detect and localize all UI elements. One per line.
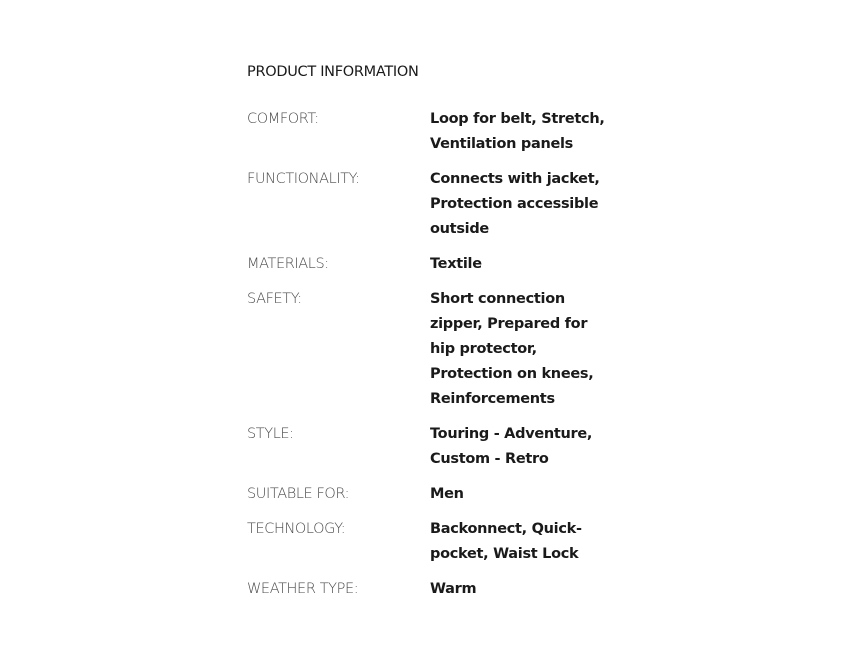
spec-value: Men [430,486,464,502]
spec-label: WEATHER TYPE: [247,581,359,597]
spec-value: Textile [430,256,482,272]
spec-value: Backonnect, Quick-pocket, Waist Lock [430,521,582,562]
spec-label: STYLE: [247,426,294,442]
spec-row-comfort [247,107,627,157]
spec-label: COMFORT: [247,111,319,127]
spec-value: Warm [430,581,477,597]
spec-label: MATERIALS: [247,256,329,272]
spec-row-functionality [247,167,627,242]
spec-value: Connects with jacket, Protection accessible outside [430,171,600,237]
spec-row-suitable-for [247,482,627,507]
spec-row-safety [247,287,627,412]
spec-value: Loop for belt, Stretch, Ventilation panels [430,111,605,152]
spec-label: SUITABLE FOR: [247,486,350,502]
spec-label: FUNCTIONALITY: [247,171,360,187]
spec-row-technology [247,517,627,567]
spec-row-style [247,422,627,472]
section-heading: PRODUCT INFORMATION [247,64,419,80]
spec-row-weather-type [247,577,627,602]
spec-value: Touring - Adventure, Custom - Retro [430,426,593,467]
product-information-panel [247,62,627,612]
spec-label: SAFETY: [247,291,302,307]
spec-value: Short connection zipper, Prepared for hip protector, Protection on knees, Reinforcements [430,291,594,407]
spec-label: TECHNOLOGY: [247,521,346,537]
spec-row-materials [247,252,627,277]
